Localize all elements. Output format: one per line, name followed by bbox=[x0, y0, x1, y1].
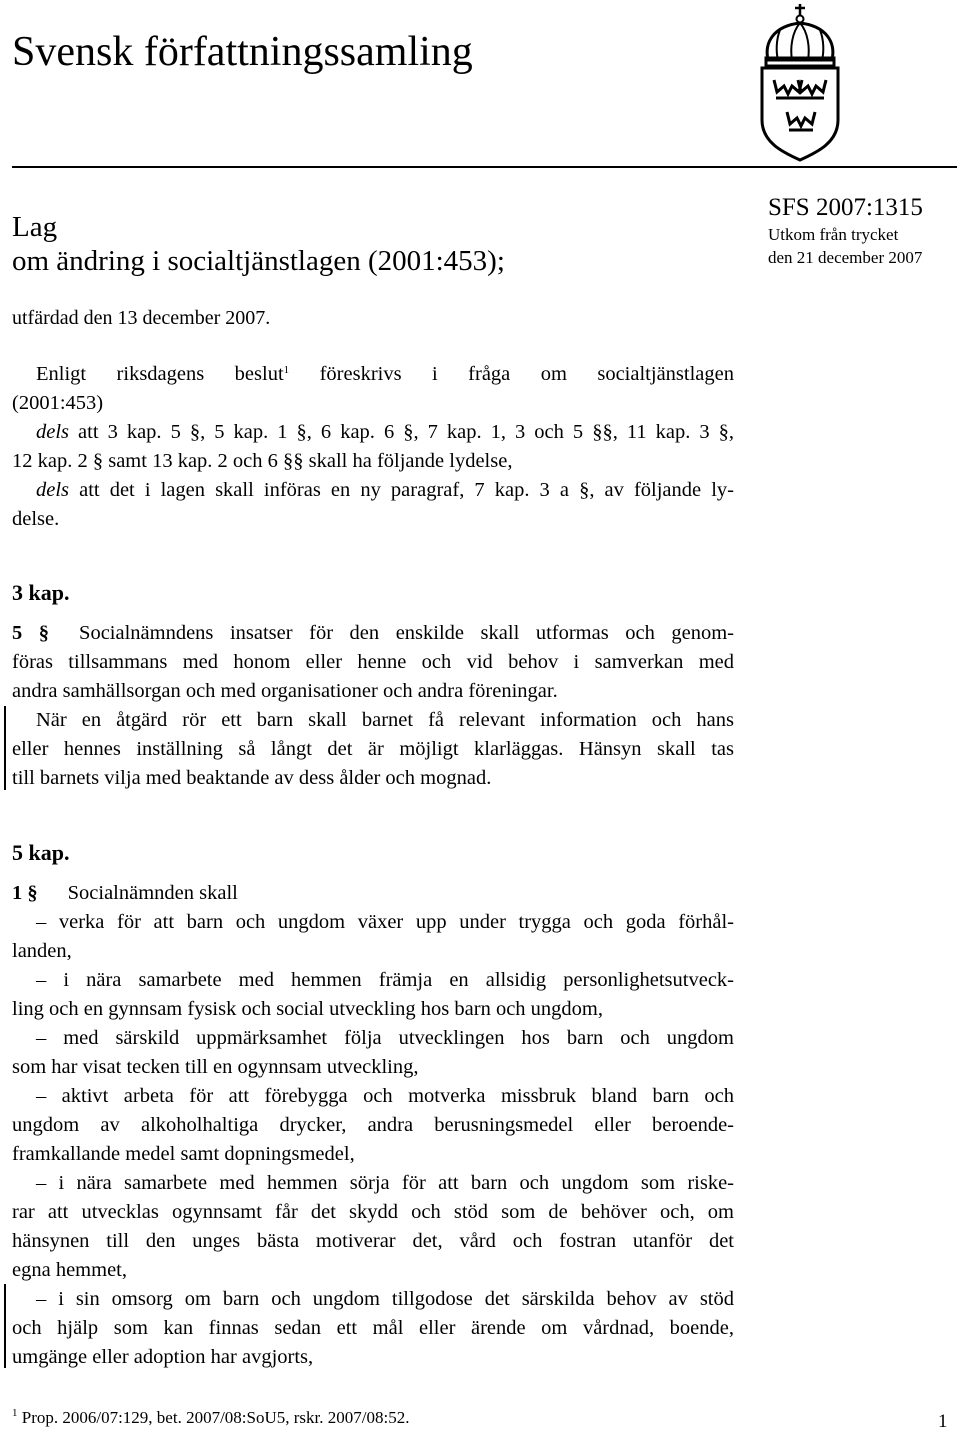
law-title-line1: Lag bbox=[12, 211, 58, 243]
law-title-line2: om ändring i socialtjänstlagen (2001:453); bbox=[12, 245, 505, 277]
swedish-coat-of-arms-icon bbox=[750, 2, 850, 162]
section-line: andra samhällsorgan och med organisationer och andra föreningar. bbox=[12, 680, 558, 702]
section-number: 1 § bbox=[12, 882, 38, 904]
chapter-3-section-5 bbox=[12, 619, 734, 793]
page-number: 1 bbox=[938, 1411, 948, 1432]
intro-paragraph bbox=[12, 360, 734, 534]
section-line bbox=[12, 619, 734, 648]
list-item: – i nära samarbete med hemmen främja en allsidig personlighetsutveck- bbox=[36, 969, 734, 991]
section-line: När en åtgärd rör ett barn skall barnet få relevant information och hans bbox=[36, 709, 734, 731]
section-text: Socialnämndens insatser för den enskilde skall utformas och genom- bbox=[79, 622, 734, 644]
intro-text: föreskrivs i fråga om socialtjänstlagen bbox=[289, 363, 734, 385]
chapter-5-section-1 bbox=[12, 879, 734, 1372]
list-item: – i sin omsorg om barn och ungdom tillgodose det särskilda behov av stöd bbox=[36, 1288, 734, 1310]
footnote bbox=[12, 1408, 409, 1428]
intro-line: 12 kap. 2 § samt 13 kap. 2 och 6 §§ skall ha följande lydelse, bbox=[12, 450, 513, 472]
list-item-cont: ling och en gynnsam fysisk och social utveckling hos barn och ungdom, bbox=[12, 998, 603, 1020]
list-item: – med särskild uppmärksamhet följa utvecklingen hos barn och ungdom bbox=[36, 1027, 734, 1049]
change-bar bbox=[4, 1284, 6, 1368]
list-item: – i nära samarbete med hemmen sörja för att barn och ungdom som riske- bbox=[36, 1172, 734, 1194]
list-item-cont: ungdom av alkoholhaltiga drycker, andra berusningsmedel eller beroende- bbox=[12, 1114, 734, 1136]
sfs-info bbox=[768, 193, 923, 269]
intro-line bbox=[12, 418, 734, 447]
chapter-5-heading: 5 kap. bbox=[12, 840, 70, 865]
intro-dels: dels bbox=[36, 479, 70, 501]
intro-text: Enligt riksdagens beslut bbox=[36, 363, 284, 385]
chapter-3-heading: 3 kap. bbox=[12, 580, 70, 605]
law-title bbox=[12, 210, 505, 278]
list-item-cont: rar att utvecklas ogynnsamt får det skydd och stöd som de behöver och, om bbox=[12, 1201, 734, 1223]
list-item: – verka för att barn och ungdom växer upp under trygga och goda förhål- bbox=[36, 911, 734, 933]
intro-dels: dels bbox=[36, 421, 70, 443]
series-title: Svensk författningssamling bbox=[12, 29, 473, 75]
list-item-cont: hänsynen till den unges bästa motiverar det, vård och fostran utanför det bbox=[12, 1230, 734, 1252]
footnote-text: Prop. 2006/07:129, bet. 2007/08:SoU5, rskr. 2007/08:52. bbox=[17, 1408, 410, 1427]
issued-date: utfärdad den 13 december 2007. bbox=[12, 307, 271, 329]
intro-line: (2001:453) bbox=[12, 392, 104, 414]
list-item-cont: egna hemmet, bbox=[12, 1259, 127, 1281]
list-item-cont: umgänge eller adoption har avgjorts, bbox=[12, 1346, 314, 1368]
section-text: Socialnämnden skall bbox=[67, 882, 238, 904]
sfs-printed-label: Utkom från trycket bbox=[768, 225, 899, 244]
intro-text: att 3 kap. 5 §, 5 kap. 1 §, 6 kap. 6 §, 7 kap. 1, 3 och 5 §§, 11 kap. 3 §, bbox=[69, 421, 734, 443]
list-item-cont: framkallande medel samt dopningsmedel, bbox=[12, 1143, 355, 1165]
intro-line bbox=[12, 360, 734, 389]
intro-line bbox=[12, 476, 734, 505]
intro-text: att det i lagen skall införas en ny paragraf, 7 kap. 3 a §, av följande ly- bbox=[69, 479, 734, 501]
list-item: – aktivt arbeta för att förebygga och motverka missbruk bland barn och bbox=[36, 1085, 734, 1107]
section-line: till barnets vilja med beaktande av dess ålder och mognad. bbox=[12, 767, 492, 789]
intro-line: delse. bbox=[12, 508, 60, 530]
sfs-number: SFS 2007:1315 bbox=[768, 194, 923, 221]
list-item-cont: och hjälp som kan finnas sedan ett mål eller ärende om vårdnad, boende, bbox=[12, 1317, 734, 1339]
change-bar bbox=[4, 706, 6, 790]
list-item-cont: landen, bbox=[12, 940, 72, 962]
section-line: eller hennes inställning så långt det är möjligt klarläggas. Hänsyn skall tas bbox=[12, 738, 734, 760]
section-line bbox=[12, 879, 734, 908]
list-item-cont: som har visat tecken till en ogynnsam utveckling, bbox=[12, 1056, 419, 1078]
section-number: 5 § bbox=[12, 622, 50, 644]
header-divider bbox=[12, 166, 957, 168]
footnote-marker: 1 bbox=[12, 1407, 18, 1419]
footnote-ref: 1 bbox=[283, 364, 290, 376]
sfs-printed-date: den 21 december 2007 bbox=[768, 248, 923, 267]
section-line: föras tillsammans med honom eller henne och vid behov i samverkan med bbox=[12, 651, 734, 673]
